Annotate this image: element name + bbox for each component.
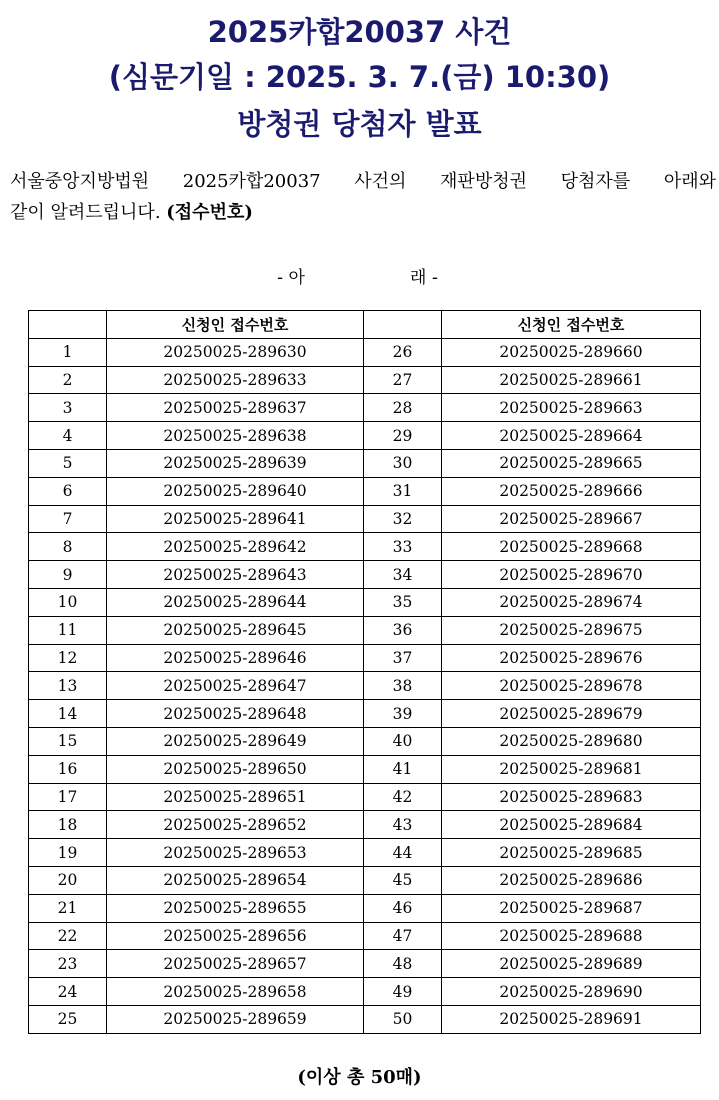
- row-number-left: 25: [29, 1005, 107, 1033]
- row-number-right: 36: [364, 616, 442, 644]
- receipt-number-right: 20250025-289683: [442, 783, 701, 811]
- table-row: [29, 449, 701, 477]
- row-number-left: 10: [29, 588, 107, 616]
- row-number-right: 50: [364, 1005, 442, 1033]
- receipt-number-right: 20250025-289661: [442, 366, 701, 394]
- table-row: [29, 839, 701, 867]
- receipt-number-left: 20250025-289654: [107, 866, 364, 894]
- intro-line-2: [10, 197, 716, 228]
- table-row: [29, 811, 701, 839]
- table-row: [29, 783, 701, 811]
- receipt-number-right: 20250025-289680: [442, 727, 701, 755]
- row-number-left: 23: [29, 950, 107, 978]
- receipt-number-left: 20250025-289638: [107, 422, 364, 450]
- receipt-number-right: 20250025-289664: [442, 422, 701, 450]
- row-number-left: 5: [29, 449, 107, 477]
- receipt-number-right: 20250025-289679: [442, 700, 701, 728]
- intro-line-2-bold: (접수번호): [166, 202, 253, 223]
- header-number-right: [364, 311, 442, 339]
- row-number-left: 6: [29, 477, 107, 505]
- row-number-right: 35: [364, 588, 442, 616]
- receipt-number-left: 20250025-289657: [107, 950, 364, 978]
- row-number-right: 34: [364, 561, 442, 589]
- row-number-left: 7: [29, 505, 107, 533]
- receipt-number-right: 20250025-289663: [442, 394, 701, 422]
- row-number-right: 28: [364, 394, 442, 422]
- row-number-right: 41: [364, 755, 442, 783]
- table-row: [29, 505, 701, 533]
- row-number-left: 18: [29, 811, 107, 839]
- title-case-number: 2025카합20037 사건: [207, 15, 512, 49]
- header-receipt-left: 신청인 접수번호: [107, 311, 364, 339]
- receipt-number-left: 20250025-289642: [107, 533, 364, 561]
- receipt-number-right: 20250025-289675: [442, 616, 701, 644]
- table-row: [29, 950, 701, 978]
- receipt-number-left: 20250025-289641: [107, 505, 364, 533]
- row-number-right: 26: [364, 338, 442, 366]
- receipt-number-right: 20250025-289690: [442, 978, 701, 1006]
- receipt-number-left: 20250025-289645: [107, 616, 364, 644]
- intro-line-1: 서울중앙지방법원 2025카합20037 사건의 재판방청권 당첨자를 아래와: [10, 171, 716, 192]
- receipt-number-right: 20250025-289691: [442, 1005, 701, 1033]
- row-number-left: 12: [29, 644, 107, 672]
- row-number-right: 46: [364, 894, 442, 922]
- table-row: [29, 533, 701, 561]
- row-number-left: 16: [29, 755, 107, 783]
- receipt-number-left: 20250025-289633: [107, 366, 364, 394]
- table-row: [29, 394, 701, 422]
- table-row: [29, 700, 701, 728]
- receipt-number-left: 20250025-289630: [107, 338, 364, 366]
- row-number-left: 4: [29, 422, 107, 450]
- table-row: [29, 338, 701, 366]
- row-number-left: 11: [29, 616, 107, 644]
- table-row: [29, 1005, 701, 1033]
- table-row: [29, 866, 701, 894]
- row-number-left: 24: [29, 978, 107, 1006]
- receipt-number-left: 20250025-289656: [107, 922, 364, 950]
- table-row: [29, 978, 701, 1006]
- row-number-right: 42: [364, 783, 442, 811]
- row-number-right: 31: [364, 477, 442, 505]
- row-number-left: 19: [29, 839, 107, 867]
- receipt-number-left: 20250025-289643: [107, 561, 364, 589]
- receipt-number-left: 20250025-289650: [107, 755, 364, 783]
- receipt-number-right: 20250025-289685: [442, 839, 701, 867]
- receipt-number-left: 20250025-289639: [107, 449, 364, 477]
- receipt-number-right: 20250025-289689: [442, 950, 701, 978]
- receipt-number-right: 20250025-289687: [442, 894, 701, 922]
- receipt-number-left: 20250025-289653: [107, 839, 364, 867]
- table-row: [29, 422, 701, 450]
- table-row: [29, 894, 701, 922]
- row-number-left: 13: [29, 672, 107, 700]
- receipt-number-right: 20250025-289688: [442, 922, 701, 950]
- receipt-number-right: 20250025-289670: [442, 561, 701, 589]
- row-number-right: 38: [364, 672, 442, 700]
- row-number-right: 45: [364, 866, 442, 894]
- row-number-right: 44: [364, 839, 442, 867]
- row-number-right: 30: [364, 449, 442, 477]
- row-number-left: 9: [29, 561, 107, 589]
- row-number-right: 32: [364, 505, 442, 533]
- row-number-right: 43: [364, 811, 442, 839]
- header-number-left: [29, 311, 107, 339]
- receipt-number-right: 20250025-289666: [442, 477, 701, 505]
- table-row: [29, 755, 701, 783]
- header-receipt-right: 신청인 접수번호: [442, 311, 701, 339]
- receipt-number-left: 20250025-289646: [107, 644, 364, 672]
- table-row: [29, 588, 701, 616]
- receipt-number-right: 20250025-289668: [442, 533, 701, 561]
- receipt-number-right: 20250025-289660: [442, 338, 701, 366]
- receipt-number-left: 20250025-289648: [107, 700, 364, 728]
- title-announcement: 방청권 당첨자 발표: [237, 107, 482, 141]
- row-number-left: 20: [29, 866, 107, 894]
- row-number-left: 17: [29, 783, 107, 811]
- section-marker: [0, 263, 719, 293]
- receipt-number-left: 20250025-289652: [107, 811, 364, 839]
- winner-table: [28, 310, 701, 1034]
- receipt-number-left: 20250025-289644: [107, 588, 364, 616]
- row-number-left: 2: [29, 366, 107, 394]
- receipt-number-right: 20250025-289676: [442, 644, 701, 672]
- receipt-number-left: 20250025-289640: [107, 477, 364, 505]
- row-number-left: 3: [29, 394, 107, 422]
- table-row: [29, 477, 701, 505]
- row-number-left: 15: [29, 727, 107, 755]
- table-row: [29, 672, 701, 700]
- row-number-left: 21: [29, 894, 107, 922]
- row-number-left: 1: [29, 338, 107, 366]
- receipt-number-right: 20250025-289686: [442, 866, 701, 894]
- receipt-number-right: 20250025-289674: [442, 588, 701, 616]
- row-number-left: 22: [29, 922, 107, 950]
- receipt-number-left: 20250025-289647: [107, 672, 364, 700]
- receipt-number-left: 20250025-289651: [107, 783, 364, 811]
- section-marker-right: 래 -: [410, 268, 438, 288]
- title-hearing-date: (심문기일 : 2025. 3. 7.(금) 10:30): [108, 60, 611, 94]
- table-header-row: [29, 311, 701, 339]
- receipt-number-left: 20250025-289649: [107, 727, 364, 755]
- row-number-right: 49: [364, 978, 442, 1006]
- row-number-right: 29: [364, 422, 442, 450]
- receipt-number-left: 20250025-289637: [107, 394, 364, 422]
- footer-total: (이상 총 50매): [297, 1067, 422, 1088]
- receipt-number-right: 20250025-289665: [442, 449, 701, 477]
- row-number-right: 33: [364, 533, 442, 561]
- row-number-right: 40: [364, 727, 442, 755]
- table-body: [29, 338, 701, 1033]
- table-row: [29, 922, 701, 950]
- receipt-number-right: 20250025-289678: [442, 672, 701, 700]
- table-row: [29, 727, 701, 755]
- row-number-right: 47: [364, 922, 442, 950]
- receipt-number-left: 20250025-289659: [107, 1005, 364, 1033]
- receipt-number-left: 20250025-289655: [107, 894, 364, 922]
- row-number-left: 14: [29, 700, 107, 728]
- table-row: [29, 366, 701, 394]
- row-number-right: 37: [364, 644, 442, 672]
- row-number-right: 48: [364, 950, 442, 978]
- receipt-number-right: 20250025-289684: [442, 811, 701, 839]
- table-row: [29, 616, 701, 644]
- receipt-number-right: 20250025-289681: [442, 755, 701, 783]
- table-row: [29, 561, 701, 589]
- table-row: [29, 644, 701, 672]
- section-marker-left: - 아: [277, 268, 305, 288]
- intro-line-2-text: 같이 알려드립니다.: [10, 202, 167, 223]
- row-number-right: 27: [364, 366, 442, 394]
- row-number-left: 8: [29, 533, 107, 561]
- receipt-number-right: 20250025-289667: [442, 505, 701, 533]
- row-number-right: 39: [364, 700, 442, 728]
- receipt-number-left: 20250025-289658: [107, 978, 364, 1006]
